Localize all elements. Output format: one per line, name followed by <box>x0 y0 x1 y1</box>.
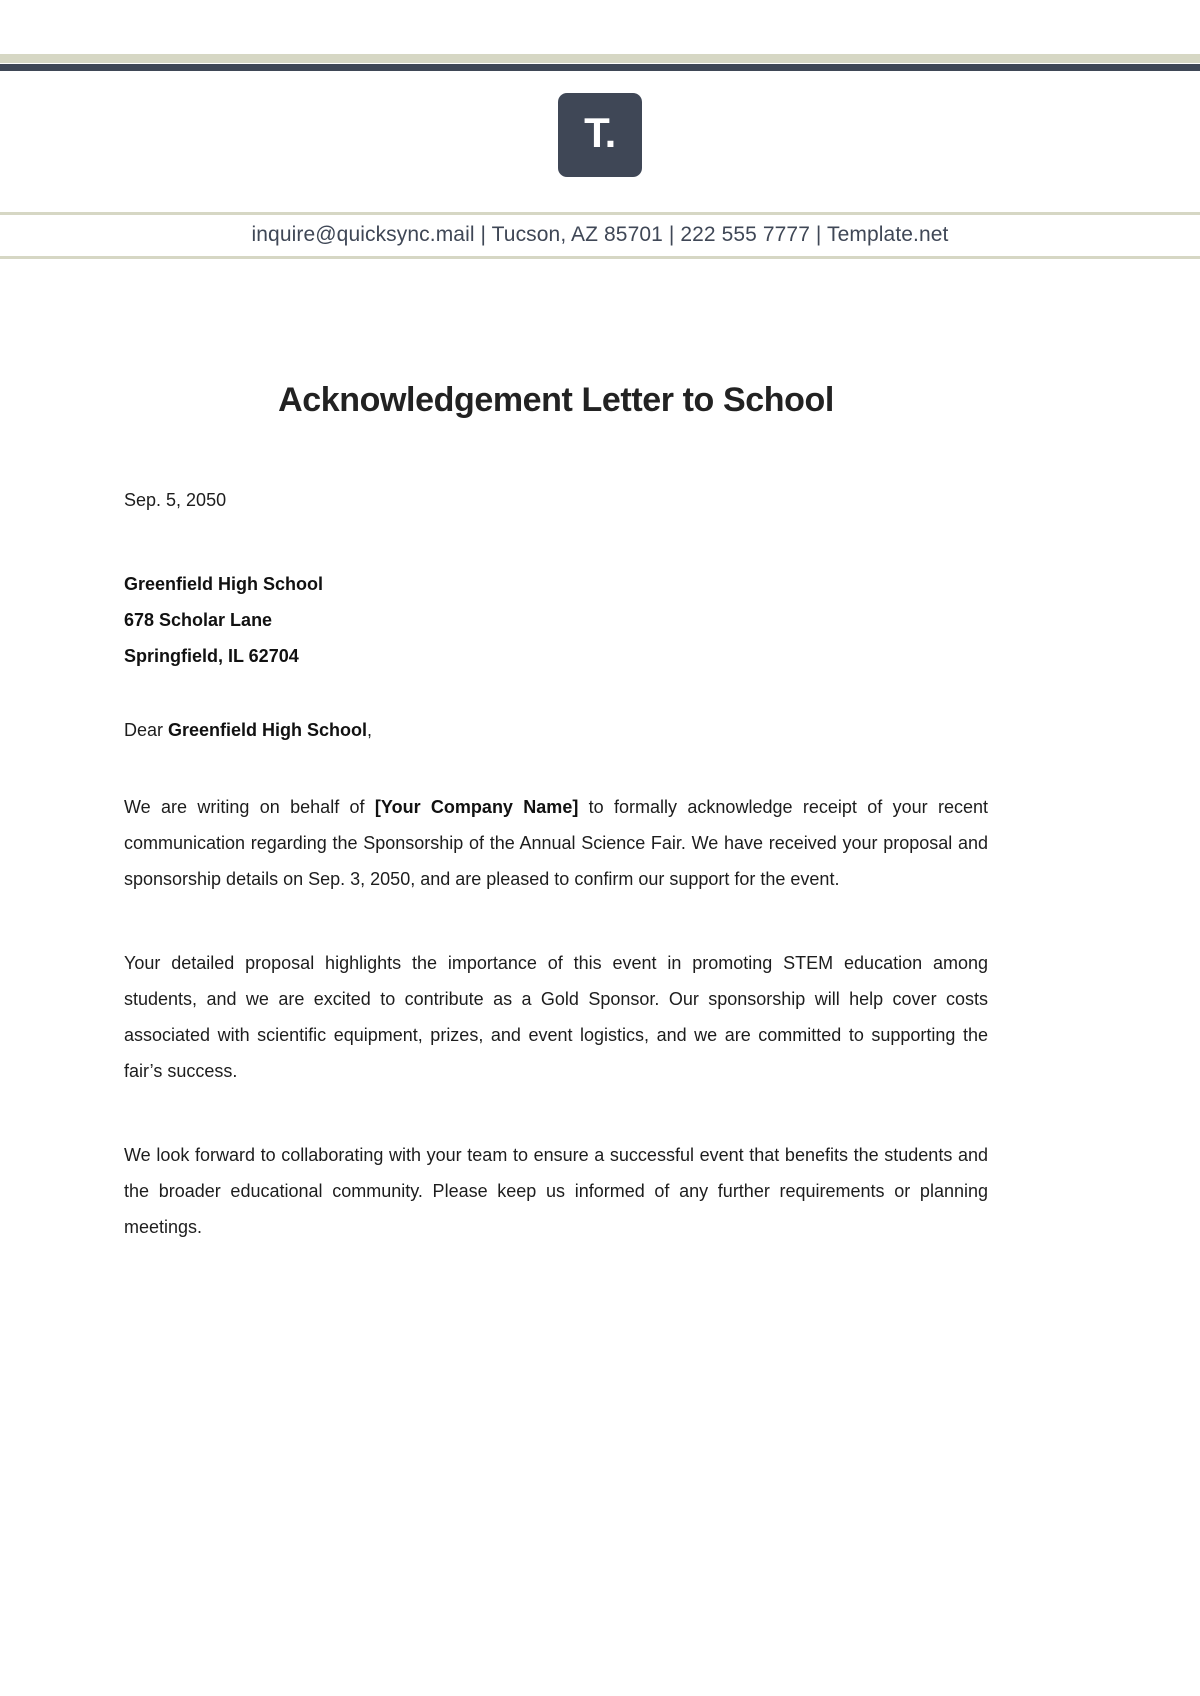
header-accent-rule-navy <box>0 64 1200 71</box>
letter-paragraph <box>124 945 988 1089</box>
brand-logo-icon <box>558 93 642 177</box>
recipient-address-block <box>124 566 988 674</box>
recipient-name: Greenfield High School <box>124 573 324 594</box>
salutation-prefix: Dear <box>124 719 169 740</box>
letter-paragraph <box>124 1137 988 1245</box>
letterhead-logo <box>0 93 1200 177</box>
header-accent-rule-olive <box>0 54 1200 63</box>
paragraph-text: We are writing on behalf of <box>124 796 375 817</box>
paragraph-text: Your detailed proposal highlights the importance of this event in promoting STEM education among students, and we are excited to contribute as a Gold Sponsor. Our sponsorship will help cover costs associated with scientific equipment, prizes, and event logistics, and we are committed to supporting the fair’s success. <box>124 952 988 1081</box>
letter-body <box>124 300 988 1245</box>
letter-salutation <box>124 720 988 741</box>
paragraph-text: We look forward to collaborating with your team to ensure a successful event that benefits the students and the broader educational community. Please keep us informed of any further requirements or planning meetings. <box>124 1144 988 1237</box>
salutation-suffix: , <box>367 719 373 740</box>
letterhead-contact-line: inquire@quicksync.mail | Tucson, AZ 85701 | 222 555 7777 | Template.net <box>251 223 949 246</box>
letter-date: Sep. 5, 2050 <box>124 489 227 510</box>
letter-paragraph <box>124 789 988 897</box>
recipient-city-state-zip: Springfield, IL 62704 <box>124 645 299 666</box>
salutation-name: Greenfield High School <box>168 719 368 740</box>
letter-paragraphs <box>124 789 988 1245</box>
paragraph-emphasis: [Your Company Name] <box>374 796 579 817</box>
brand-logo-text: T. <box>584 109 616 156</box>
contact-rule-bottom <box>0 256 1200 259</box>
page-title: Acknowledgement Letter to School <box>278 381 834 419</box>
paragraph-text: to formally acknowledge receipt of your recent communication regarding the Sponsorship of the Annual Science Fair. We have received your proposal and sponsorship details on Sep. 3, 2050, and are pleased to confirm our support for the event. <box>124 796 988 889</box>
recipient-street: 678 Scholar Lane <box>124 609 273 630</box>
